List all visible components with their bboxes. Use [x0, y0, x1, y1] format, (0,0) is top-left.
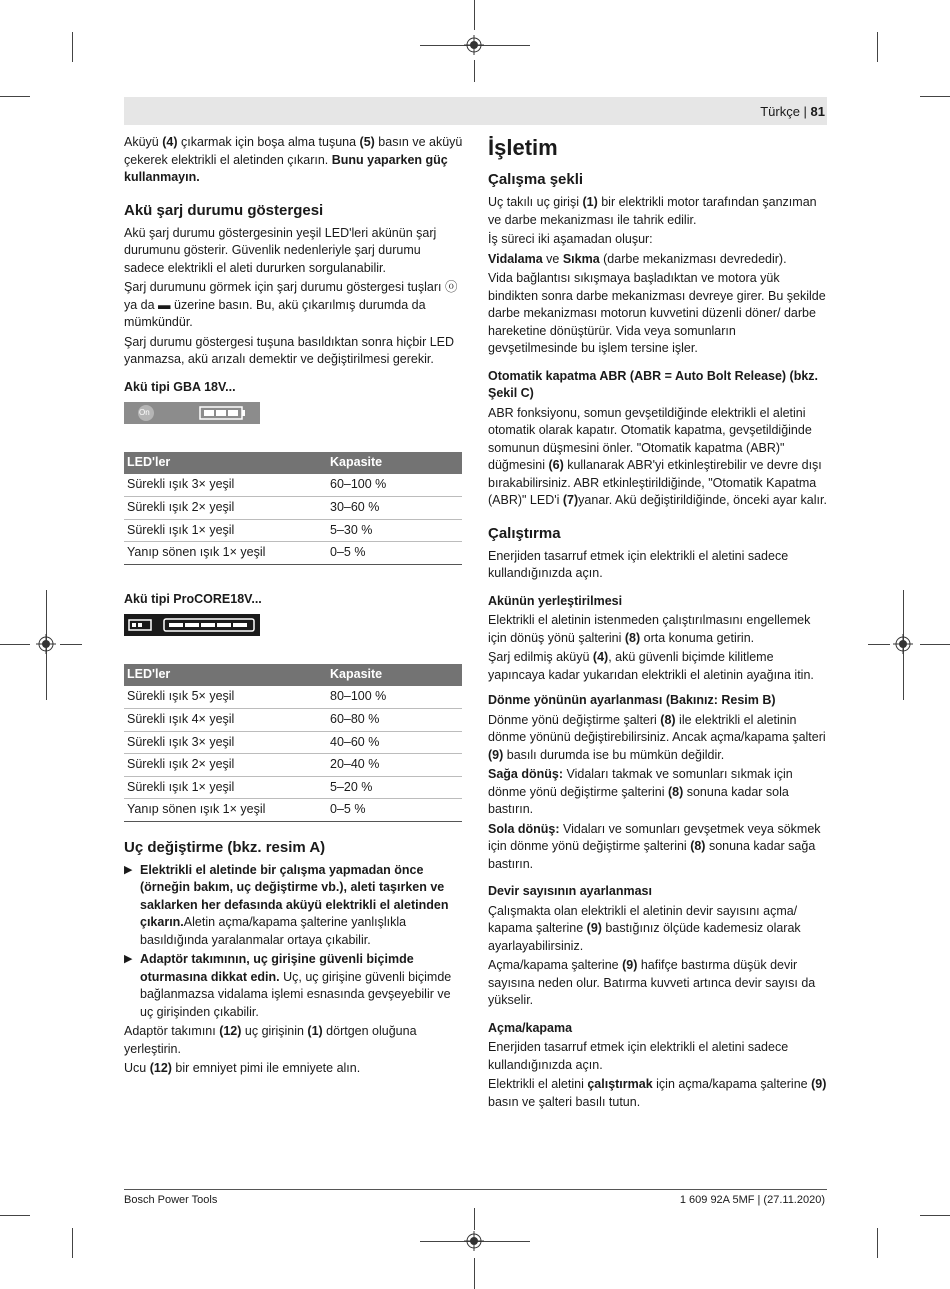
- heading-start: Çalıştırma: [488, 524, 561, 542]
- text-run: uç girişinin: [241, 1024, 308, 1038]
- text-run: sonuna kadar sağa bastırın.: [488, 839, 816, 871]
- bold-run: (9): [586, 921, 602, 935]
- paragraph-abr: [488, 405, 828, 510]
- bold-run: Elektrikli el aletinde bir çalışma yapmadan önce (örneğin bakım, uç değiştirme vb.), aleti taşırken ve saklarken her defasında aküyü elektrikli el aletinden çıkarın.: [140, 862, 449, 929]
- crop-mark: [920, 644, 950, 645]
- table-header-capacity: Kapasite: [328, 664, 462, 686]
- registration-mark-icon: [36, 634, 56, 654]
- paragraph-onoff-1: Enerjiden tasarruf etmek için elektrikli el aletini sadece kullandığınızda açın.: [488, 1040, 789, 1072]
- heading-bit-change: Uç değiştirme (bkz. resim A): [124, 838, 326, 856]
- crop-mark: [474, 60, 475, 82]
- heading-insert-battery: Akünün yerleştirilmesi: [488, 593, 623, 608]
- bold-run: (8): [660, 712, 676, 727]
- registration-mark-icon: [893, 634, 913, 654]
- table-row: [124, 709, 462, 732]
- bold-run: (4): [162, 135, 178, 149]
- bold-run: (8): [667, 784, 684, 799]
- paragraph-direction-1: [488, 712, 828, 765]
- crop-mark: [474, 0, 475, 30]
- table-cell: 30–60 %: [328, 497, 462, 520]
- table-cell: 0–5 %: [328, 542, 462, 565]
- table-cell: Sürekli ışık 3× yeşil: [124, 474, 328, 497]
- text-run: için açma/kapama şalterine: [652, 1077, 812, 1091]
- crop-mark: [0, 644, 30, 645]
- page-header: [760, 103, 825, 121]
- heading-operation: İşletim: [488, 135, 558, 160]
- table-header-leds: LED'ler: [124, 664, 328, 686]
- paragraph-pin: [124, 1060, 464, 1078]
- heading-charge-indicator: Akü şarj durumu göstergesi: [124, 201, 324, 219]
- table-cell: 40–60 %: [328, 731, 462, 754]
- crop-mark: [72, 32, 73, 62]
- text-run: bastığınız ölçüde kademesiz olarak ayarlayabilirsiniz.: [488, 921, 801, 953]
- on-button-label: On: [139, 408, 150, 417]
- text-run: (darbe mekanizması devrededir).: [599, 251, 787, 266]
- paragraph-mode-2: İş süreci iki aşamadan oluşur:: [488, 232, 653, 246]
- footer-brand: Bosch Power Tools: [124, 1194, 218, 1206]
- warning-bullet: [124, 862, 464, 950]
- crop-mark: [72, 1228, 73, 1258]
- footer-doc-id: 1 609 92A 5MF | (27.11.2020): [679, 1194, 825, 1206]
- table-cell: 5–20 %: [328, 776, 462, 799]
- table-row: [124, 542, 462, 565]
- heading-gba: Akü tipi GBA 18V...: [124, 379, 236, 394]
- table-cell: Sürekli ışık 4× yeşil: [124, 709, 328, 732]
- table-cell: 60–100 %: [328, 474, 462, 497]
- table-row: [124, 497, 462, 520]
- paragraph-insert-2: [488, 649, 828, 684]
- table-cell: Sürekli ışık 1× yeşil: [124, 776, 328, 799]
- table-row: [124, 519, 462, 542]
- text-run: Uç takılı uç girişi: [488, 195, 583, 209]
- text-run: Uç, uç girişine güvenli biçimde bağlanmazsa vidalama işlemi esnasında gevşeyebilir ve uç girişinden çıkabilir.: [140, 969, 452, 1019]
- text-run: Dönme yönü değiştirme şalteri: [488, 712, 661, 727]
- bold-run: Adaptör takımının, uç girişine güvenli biçimde oturmasına dikkat edin.: [140, 952, 414, 984]
- table-cell: 5–30 %: [328, 519, 462, 542]
- text-run: dörtgen oluğuna yerleştirin.: [124, 1024, 417, 1056]
- led-table-gba: [124, 452, 462, 565]
- bold-run: Bunu yaparken güç kullanmayın.: [124, 152, 448, 184]
- text-run: basılı durumda ise bu mümkün değildir.: [503, 747, 725, 762]
- text-run: Şarj edilmiş aküyü: [488, 650, 593, 664]
- paragraph-direction-2: [488, 766, 828, 819]
- table-row: [124, 686, 462, 709]
- text-run: bir elektrikli motor tarafından şanzıman ve darbe mekanizması ile tahrik edilir.: [488, 195, 817, 227]
- text-run: basın ve şalteri basılı tutun.: [488, 1094, 641, 1109]
- text-run: Elektrikli el aletini: [488, 1077, 588, 1091]
- text-run: Elektrikli el aletinin istenmeden çalıştırılmasını engellemek için dönüş yönü şalterini: [488, 613, 811, 645]
- crop-mark: [474, 1258, 475, 1289]
- text-run: yanar. Akü değiştirildiğinde, önceki ayar kalır.: [578, 493, 827, 507]
- right-column: [488, 134, 828, 1113]
- procore-battery-figure: [124, 614, 260, 636]
- footer-rule: [124, 1189, 827, 1190]
- table-cell: 0–5 %: [328, 799, 462, 822]
- crop-mark: [868, 644, 890, 645]
- bold-run: Sola dönüş:: [488, 821, 560, 836]
- text-run: ABR fonksiyonu, somun gevşetildiğinde elektrikli el aletini otomatik olarak kapatır. Otomatik kapatma, gevşetildiğinde somunun düşmesini önler. "Otomatik kapatma (ABR)" düğmesini: [488, 405, 812, 472]
- triangle-bullet-icon: ▶: [124, 953, 133, 965]
- table-row: [124, 754, 462, 777]
- paragraph-charge-1: Akü şarj durumu göstergesinin yeşil LED'leri akünün şarj durumunu gösterir. Güvenlik nedenleriyle şarj durumu sadece elektrikli el aleti dururken sorgulanabilir.: [124, 225, 437, 275]
- paragraph-mode-3: [488, 251, 828, 269]
- crop-mark: [920, 1215, 950, 1216]
- paragraph-mode-1: [488, 194, 828, 229]
- registration-mark-icon: [464, 1231, 484, 1251]
- crop-mark: [920, 96, 950, 97]
- paragraph-direction-3: [488, 821, 828, 874]
- paragraph-charge-3: Şarj durumu göstergesi tuşuna basıldıktan sonra hiçbir LED yanmazsa, akü arızalı demektir ve değiştirilmesi gerekir.: [124, 334, 455, 366]
- bold-run: (5): [359, 135, 375, 149]
- left-column: [124, 134, 464, 1080]
- bold-run: Sağa dönüş:: [488, 767, 564, 781]
- bold-run: (9): [622, 958, 638, 972]
- bold-run: (1): [307, 1024, 323, 1038]
- heading-mode: Çalışma şekli: [488, 171, 584, 188]
- table-cell: 60–80 %: [328, 709, 462, 732]
- paragraph-charge-2: Şarj durumunu görmek için şarj durumu göstergesi tuşları ⓞ ya da ▬ üzerine basın. Bu, akü çıkarılmış durumda da mümkündür.: [124, 280, 458, 329]
- text-run: bir emniyet pimi ile emniyete alın.: [171, 1061, 361, 1075]
- table-row: [124, 474, 462, 497]
- crop-mark: [474, 1208, 475, 1230]
- bold-run: (12): [219, 1024, 242, 1038]
- paragraph-speed-2: [488, 957, 828, 1010]
- text-run: Çalışmakta olan elektrikli el aletinin devir sayısını açma/ kapama şalterine: [488, 903, 798, 935]
- heading-onoff: Açma/kapama: [488, 1020, 573, 1035]
- table-cell: Yanıp sönen ışık 1× yeşil: [124, 799, 328, 822]
- registration-mark-icon: [464, 35, 484, 55]
- text-run: Vidaları takmak ve somunları sıkmak için dönme yönü değiştirme şalterini: [488, 767, 793, 799]
- led-table-procore: [124, 664, 462, 822]
- table-header-row: [124, 452, 462, 474]
- bold-run: (12): [149, 1061, 172, 1075]
- text-run: Aküyü: [124, 135, 163, 149]
- triangle-bullet-icon: ▶: [124, 863, 133, 876]
- paragraph-mode-4: Vida bağlantısı sıkışmaya başladıktan ve motora yük bindikten sonra darbe mekanizması devreye girer. Bu şekilde darbe mekanizması motorun kuvvetini düzenli döner/ darbe hareketine dönüştürür. Vida veya somunların gevşetilmesinde bu işlem tersine işler.: [488, 271, 826, 355]
- text-run: çıkarmak için boşa alma tuşuna: [177, 135, 360, 149]
- table-cell: 80–100 %: [328, 686, 462, 709]
- heading-procore: Akü tipi ProCORE18V...: [124, 591, 262, 606]
- table-cell: Sürekli ışık 5× yeşil: [124, 686, 328, 709]
- header-band: [124, 97, 827, 125]
- heading-speed: Devir sayısının ayarlanması: [488, 884, 652, 898]
- bold-run: (6): [548, 458, 564, 472]
- paragraph-remove-battery: [124, 134, 464, 187]
- crop-mark: [877, 32, 878, 62]
- text-run: hafifçe bastırma düşük devir sayısına neden olur. Batırma kuvveti artınca devir sayısı da yükselir.: [488, 958, 816, 1007]
- battery-gauge-icon: [124, 614, 260, 636]
- text-run: ile elektrikli el aletinin dönme yönünü değiştirebilirsiniz. Ancak açma/kapama şalteri: [488, 712, 826, 744]
- crop-mark: [0, 1215, 30, 1216]
- bold-run: Sıkma: [562, 251, 600, 266]
- table-row: [124, 731, 462, 754]
- paragraph-onoff-2: [488, 1076, 828, 1111]
- table-row: [124, 776, 462, 799]
- header-separator: |: [799, 104, 811, 119]
- paragraph-speed-1: [488, 903, 828, 956]
- table-cell: Sürekli ışık 3× yeşil: [124, 731, 328, 754]
- table-cell: Sürekli ışık 1× yeşil: [124, 519, 328, 542]
- heading-abr: Otomatik kapatma ABR (ABR = Auto Bolt Release) (bkz. Şekil C): [488, 368, 819, 400]
- text-run: Aletin açma/kapama şalterine yanlışlıkla basıldığında yaralanmalar ortaya çıkabilir.: [140, 915, 407, 947]
- text-run: basın ve aküyü çekerek elektrikli el aletinden çıkarın.: [124, 135, 463, 167]
- bullet-text: [140, 952, 451, 1019]
- paragraph-adapter: [124, 1023, 464, 1058]
- crop-mark: [877, 1228, 878, 1258]
- bullet-text: [140, 863, 448, 947]
- paragraph-start: Enerjiden tasarruf etmek için elektrikli el aletini sadece kullandığınızda açın.: [488, 548, 789, 580]
- table-header-leds: LED'ler: [124, 452, 328, 474]
- table-cell: Sürekli ışık 2× yeşil: [124, 497, 328, 520]
- text-run: Açma/kapama şalterine: [488, 958, 623, 972]
- text-run: Adaptör takımını: [124, 1024, 220, 1038]
- table-header-row: [124, 664, 462, 686]
- text-run: kullanarak ABR'yi etkinleştirebilir ve devre dışı bırakabilirsiniz. ABR etkinleştirildiğinde, "Otomatik Kapatma (ABR)" LED'i: [488, 458, 822, 507]
- text-run: sonuna kadar sola bastırın.: [488, 784, 789, 816]
- table-cell: 20–40 %: [328, 754, 462, 777]
- bold-run: çalıştırmak: [587, 1077, 653, 1091]
- table-row: [124, 799, 462, 822]
- paragraph-insert-1: [488, 612, 828, 647]
- crop-mark: [0, 96, 30, 97]
- header-language: Türkçe: [760, 104, 800, 119]
- bold-run: (8): [624, 630, 641, 645]
- gba-battery-figure: [124, 402, 260, 424]
- bold-run: (7): [562, 493, 579, 507]
- bold-run: (9): [488, 747, 504, 762]
- bold-run: (9): [811, 1077, 827, 1091]
- table-cell: Sürekli ışık 2× yeşil: [124, 754, 328, 777]
- text-run: Vidaları ve somunları gevşetmek veya sökmek için dönme yönü değiştirme şalterini: [488, 821, 821, 853]
- text-run: Ucu: [124, 1061, 150, 1075]
- bold-run: (8): [690, 839, 706, 853]
- text-run: orta konuma getirin.: [640, 630, 755, 645]
- table-cell: Yanıp sönen ışık 1× yeşil: [124, 542, 328, 565]
- bold-run: (4): [592, 650, 609, 664]
- text-run: ve: [542, 251, 563, 266]
- heading-direction: Dönme yönünün ayarlanması (Bakınız: Resim B): [488, 693, 776, 707]
- page-number: 81: [810, 104, 825, 119]
- bold-run: (1): [582, 195, 598, 209]
- crop-mark: [60, 644, 82, 645]
- table-header-capacity: Kapasite: [328, 452, 462, 474]
- text-run: , akü güvenli biçimde kilitleme yapıncaya kadar yukarıdan elektrikli el aletinin ayağına itin.: [488, 650, 814, 682]
- warning-bullet: [124, 951, 464, 1021]
- bold-run: Vidalama: [488, 251, 543, 266]
